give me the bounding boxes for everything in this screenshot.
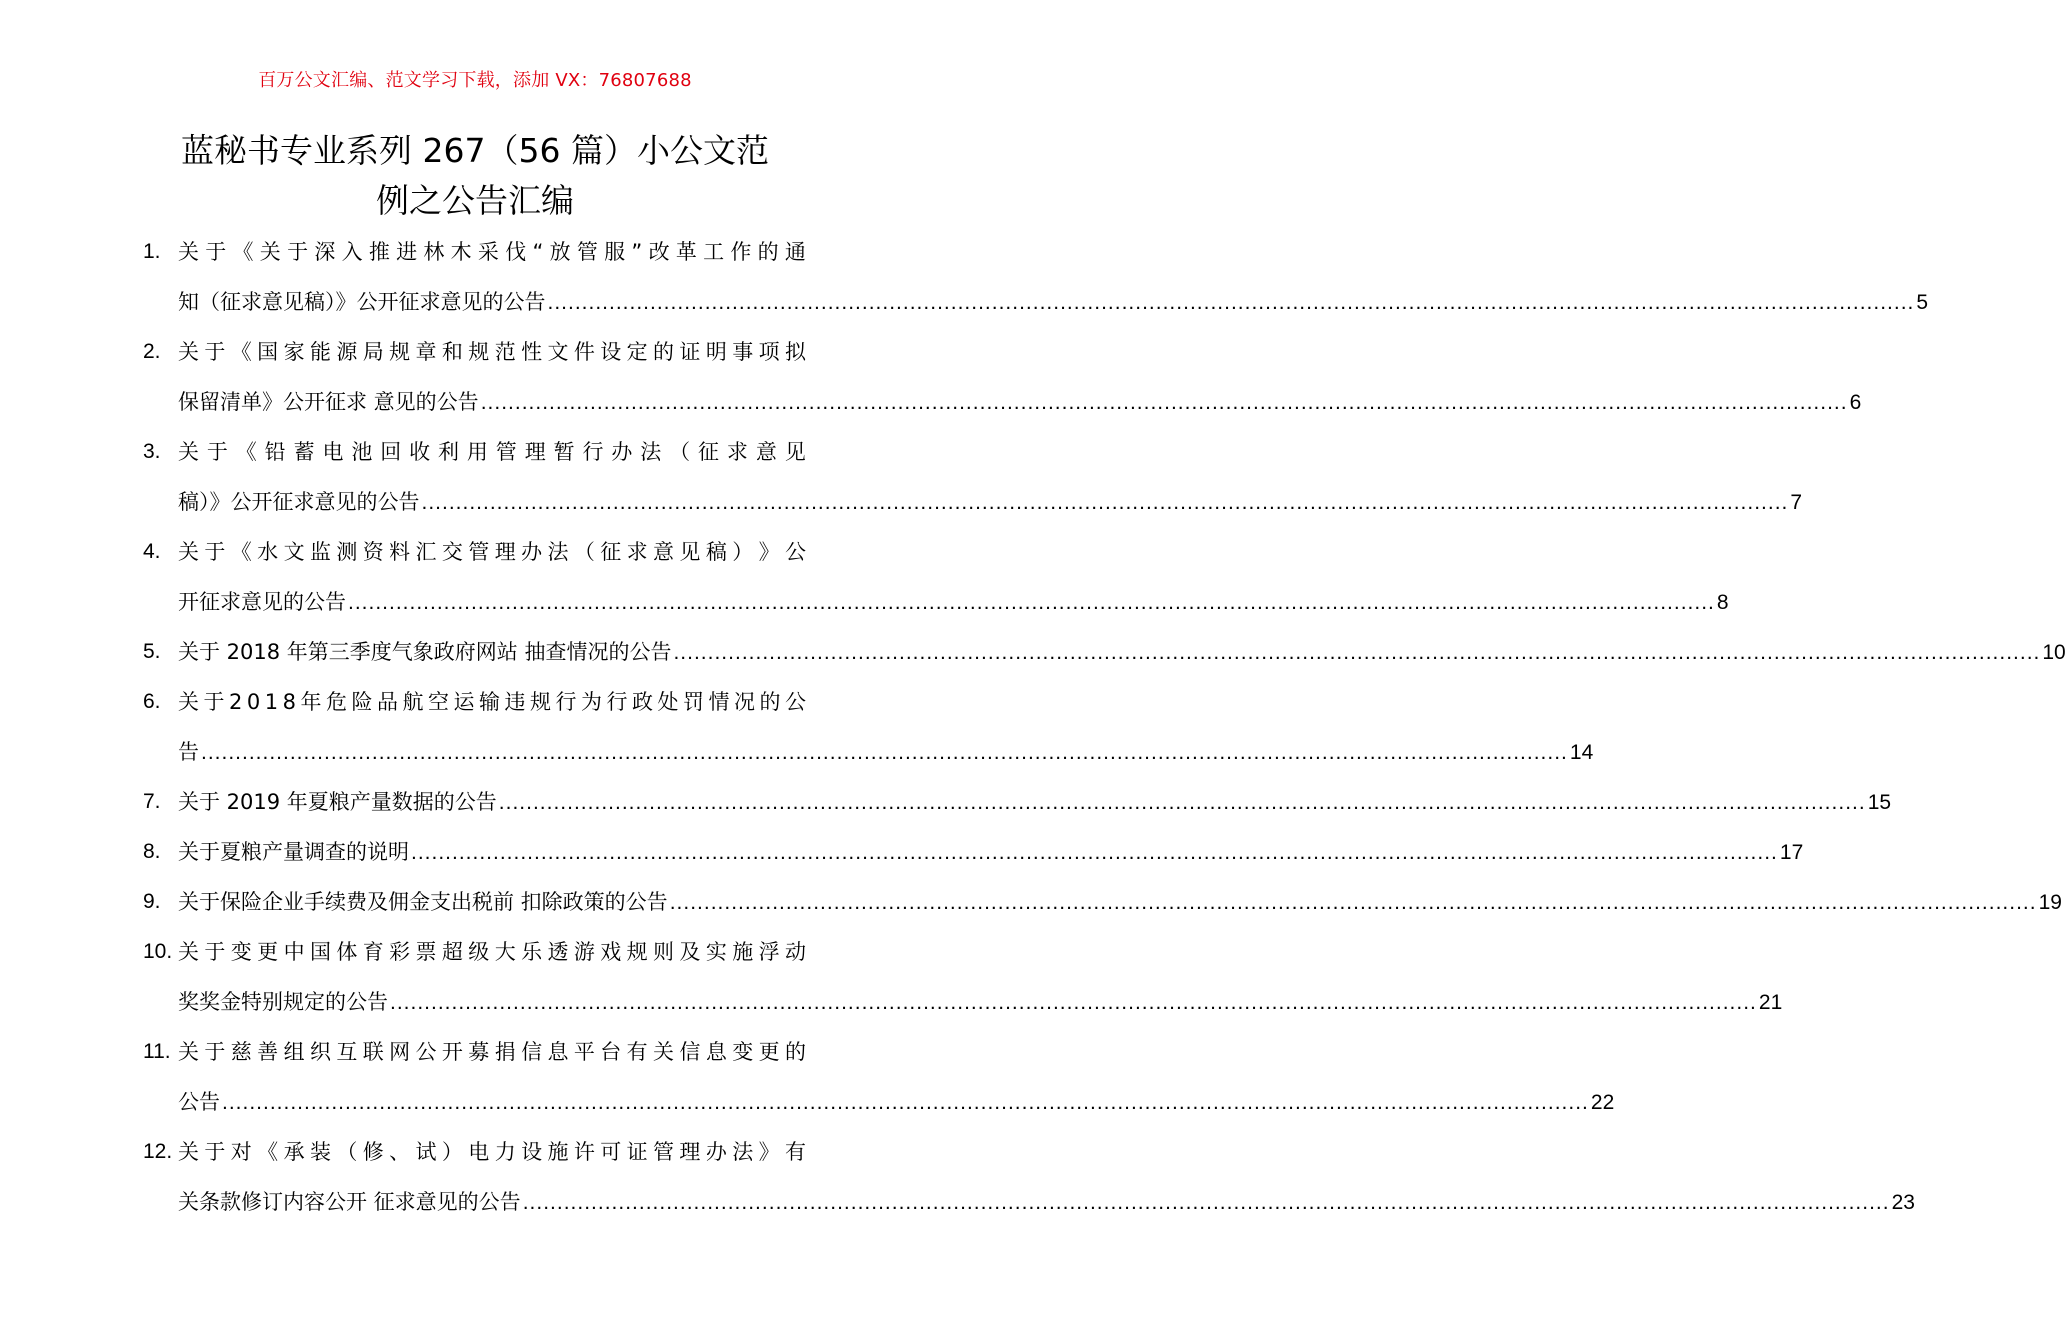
toc-entry[interactable] bbox=[0, 877, 2062, 927]
toc-entry-title-end: 关于 2018 年第三季度气象政府网站 抽查情况的公告 bbox=[178, 640, 672, 664]
toc-entry-number: 7. bbox=[143, 790, 161, 813]
toc-entry-leader: ........................................................................................................................................................................................................ bbox=[421, 491, 1789, 514]
toc-entry-number: 5. bbox=[143, 640, 161, 663]
header-banner: 百万公文汇编、范文学习下载，添加 VX：76807688 bbox=[258, 70, 692, 91]
toc-entry-number: 4. bbox=[143, 540, 161, 563]
toc-entry-title-end: 关条款修订内容公开 征求意见的公告 bbox=[178, 1190, 521, 1214]
title-line-2: 例之公告汇编 bbox=[376, 181, 574, 220]
toc-entry-page-number: 6 bbox=[1849, 391, 1862, 414]
toc-entry-line bbox=[178, 1177, 1915, 1227]
toc-entry-leader: ........................................................................................................................................................................................................ bbox=[547, 291, 1915, 314]
page-title bbox=[140, 126, 810, 226]
title-line-1: 蓝秘书专业系列 267（56 篇）小公文范 bbox=[181, 131, 769, 170]
toc-entry[interactable] bbox=[0, 1127, 1915, 1227]
toc-entry-title-end: 公告 bbox=[178, 1090, 220, 1114]
toc-entry-number: 10. bbox=[143, 940, 173, 963]
toc-entry-title-end: 知（征求意见稿）》公开征求意见的公告 bbox=[178, 290, 546, 314]
toc-entry-line bbox=[178, 777, 1892, 827]
toc-entry-line bbox=[178, 727, 1594, 777]
toc-entry[interactable] bbox=[0, 227, 1929, 327]
toc-entry-line bbox=[178, 827, 1804, 877]
toc-entry-page-number: 17 bbox=[1779, 841, 1804, 864]
toc-entry-line: 关 于 2 0 1 8 年 危 险 品 航 空 运 输 违 规 行 为 行 政 处 罚 情 况 的 公 bbox=[178, 690, 806, 714]
toc-entry-leader: ........................................................................................................................................................................................................ bbox=[522, 1191, 1890, 1214]
toc-entry[interactable] bbox=[0, 927, 1783, 1027]
toc-entry-number: 11. bbox=[143, 1040, 171, 1063]
toc-entry[interactable] bbox=[0, 427, 1803, 527]
toc-entry-page-number: 15 bbox=[1867, 791, 1892, 814]
toc-entry[interactable] bbox=[0, 1027, 1615, 1127]
toc-entry-line bbox=[178, 377, 1862, 427]
toc-entry-number: 9. bbox=[143, 890, 161, 913]
toc-entry-line bbox=[178, 577, 1729, 627]
toc-entry[interactable] bbox=[0, 527, 1729, 627]
toc-entry-page-number: 14 bbox=[1569, 741, 1594, 764]
toc-entry-leader: ........................................................................................................................................................................................................ bbox=[348, 591, 1715, 614]
toc-entry-page-number: 5 bbox=[1916, 291, 1929, 314]
toc-entry-line bbox=[178, 627, 2066, 677]
toc-entry-line: 关 于 慈 善 组 织 互 联 网 公 开 募 捐 信 息 平 台 有 关 信 息 变 更 的 bbox=[178, 1040, 806, 1064]
toc-entry-line bbox=[178, 277, 1929, 327]
toc-entry-line bbox=[178, 1077, 1615, 1127]
toc-entry-number: 8. bbox=[143, 840, 161, 863]
toc-entry-leader: ........................................................................................................................................................................................................ bbox=[673, 641, 2041, 664]
toc-entry-page-number: 8 bbox=[1716, 591, 1729, 614]
toc-entry-line: 关 于 变 更 中 国 体 育 彩 票 超 级 大 乐 透 游 戏 规 则 及 实 施 浮 动 bbox=[178, 940, 806, 964]
toc-entry-page-number: 23 bbox=[1891, 1191, 1915, 1214]
toc-entry-leader: ........................................................................................................................................................................................................ bbox=[669, 891, 2037, 914]
toc-entry-title-end: 关于保险企业手续费及佣金支出税前 扣除政策的公告 bbox=[178, 890, 668, 914]
toc-entry-leader: ........................................................................................................................................................................................................ bbox=[390, 991, 1757, 1014]
toc-entry-number: 2. bbox=[143, 340, 161, 363]
toc-entry-leader: ........................................................................................................................................................................................................ bbox=[480, 391, 1848, 414]
toc-entry-page-number: 22 bbox=[1590, 1091, 1615, 1114]
toc-entry-number: 6. bbox=[143, 690, 161, 713]
toc-entry-title-end: 开征求意见的公告 bbox=[178, 590, 346, 614]
toc-entry-line bbox=[178, 877, 2062, 927]
toc-entry-line: 关 于 《 水 文 监 测 资 料 汇 交 管 理 办 法 （ 征 求 意 见 稿 ） 》 公 bbox=[178, 540, 806, 564]
toc-entry[interactable] bbox=[0, 327, 1862, 427]
toc-entry-title-end: 关于 2019 年夏粮产量数据的公告 bbox=[178, 790, 497, 814]
toc-entry-leader: ........................................................................................................................................................................................................ bbox=[222, 1091, 1589, 1114]
toc-entry-leader: ........................................................................................................................................................................................................ bbox=[498, 791, 1866, 814]
toc-entry-leader: ........................................................................................................................................................................................................ bbox=[411, 841, 1778, 864]
toc-entry[interactable] bbox=[0, 827, 1804, 877]
toc-entry-title-end: 稿）》公开征求意见的公告 bbox=[178, 490, 420, 514]
toc-entry-number: 3. bbox=[143, 440, 161, 463]
toc-entry-title-end: 关于夏粮产量调查的说明 bbox=[178, 840, 409, 864]
toc-entry[interactable] bbox=[0, 627, 2066, 677]
table-of-contents bbox=[0, 227, 2066, 1227]
toc-entry-leader: ........................................................................................................................................................................................................ bbox=[201, 741, 1568, 764]
toc-entry-number: 12. bbox=[143, 1140, 173, 1163]
toc-entry-page-number: 10 bbox=[2042, 641, 2066, 664]
toc-entry-title-end: 告 bbox=[178, 740, 199, 764]
toc-entry-number: 1. bbox=[143, 240, 161, 263]
toc-entry-line: 关 于 《 关 于 深 入 推 进 林 木 采 伐 “ 放 管 服 ” 改 革 工 作 的 通 bbox=[178, 240, 806, 264]
toc-entry[interactable] bbox=[0, 777, 1892, 827]
toc-entry-page-number: 7 bbox=[1790, 491, 1803, 514]
toc-entry-page-number: 19 bbox=[2038, 891, 2062, 914]
toc-entry-page-number: 21 bbox=[1758, 991, 1783, 1014]
toc-entry-title-end: 奖奖金特别规定的公告 bbox=[178, 990, 388, 1014]
toc-entry-line: 关 于 对 《 承 装 （ 修 、 试 ） 电 力 设 施 许 可 证 管 理 办 法 》 有 bbox=[178, 1140, 806, 1164]
toc-entry[interactable] bbox=[0, 677, 1594, 777]
toc-entry-title-end: 保留清单》公开征求 意见的公告 bbox=[178, 390, 479, 414]
toc-entry-line bbox=[178, 977, 1783, 1027]
toc-entry-line: 关 于 《 国 家 能 源 局 规 章 和 规 范 性 文 件 设 定 的 证 明 事 项 拟 bbox=[178, 340, 806, 364]
toc-entry-line: 关 于 《 铅 蓄 电 池 回 收 利 用 管 理 暂 行 办 法 （ 征 求 意 见 bbox=[178, 440, 806, 464]
toc-entry-line bbox=[178, 477, 1803, 527]
